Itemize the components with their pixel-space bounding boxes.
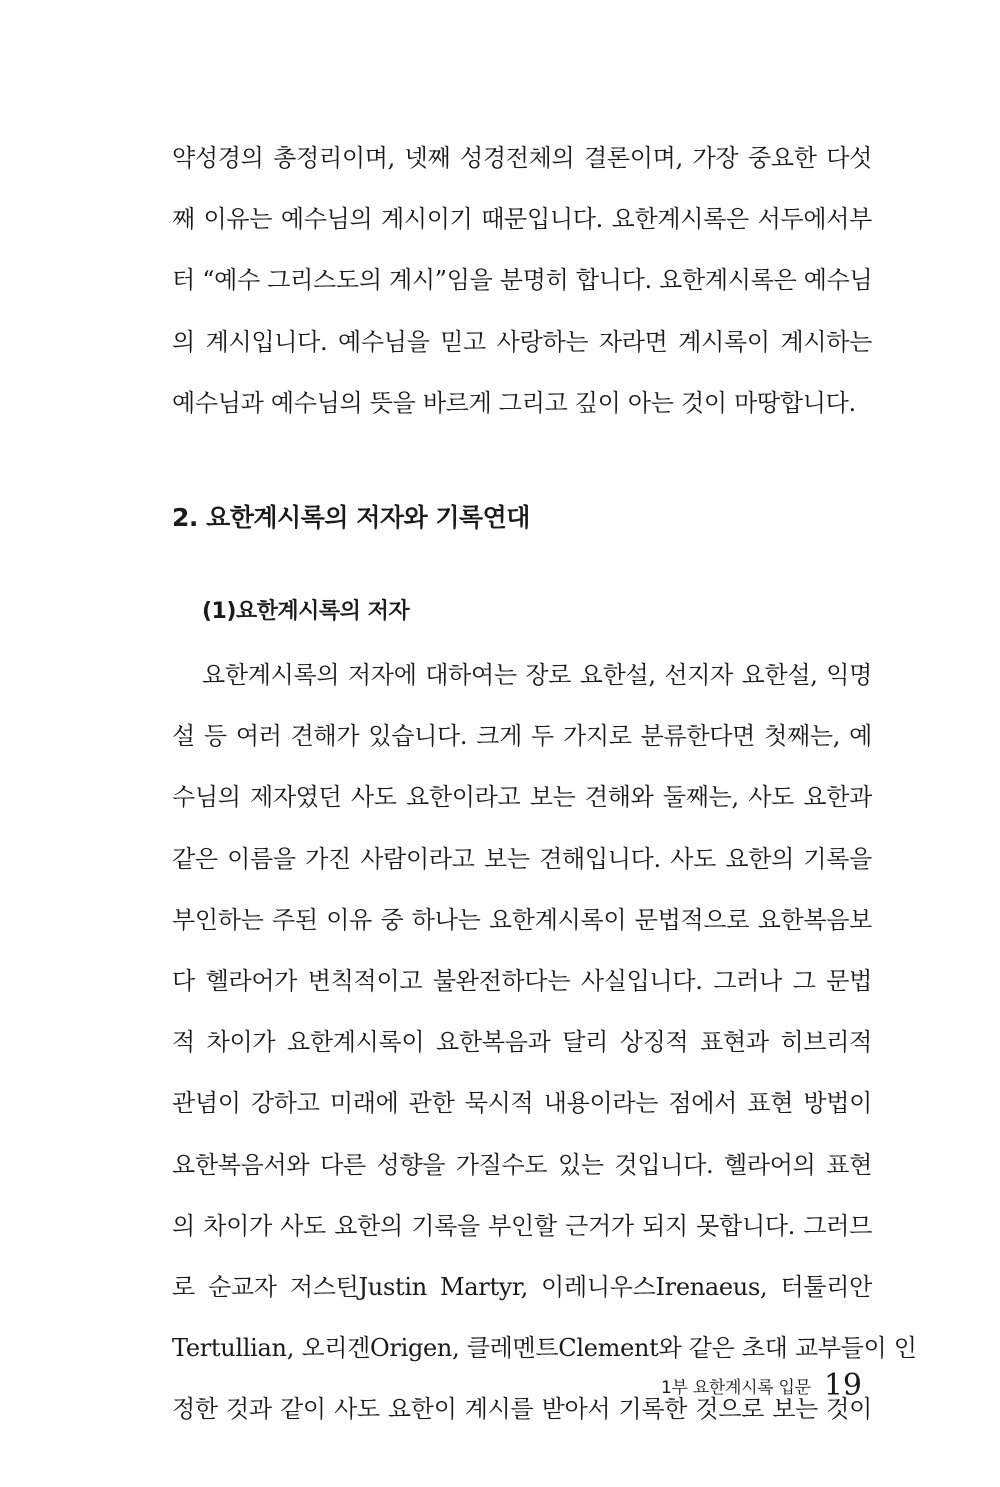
text-line: 요한계시록의 저자에 대하여는 장로 요한설, 선지자 요한설, 익명 (202, 661, 872, 689)
text-line: Tertullian, 오리겐Origen, 클레멘트Clement와 같은 초대 교부들이 인 (172, 1334, 917, 1363)
text-line: 부인하는 주된 이유 중 하나는 요한계시록이 문법적으로 요한복음보 (172, 905, 872, 934)
text-line: 의 차이가 사도 요한의 기록을 부인할 근거가 되지 못합니다. 그러므 (172, 1211, 872, 1240)
text-line: 터 “예수 그리스도의 계시”임을 분명히 합니다. 요한계시록은 예수님 (172, 266, 873, 295)
text-line: 다 헬라어가 변칙적이고 불완전하다는 사실입니다. 그러나 그 문법 (172, 966, 872, 995)
text-line: 같은 이름을 가진 사람이라고 보는 견해입니다. 사도 요한의 기록을 (172, 844, 872, 873)
subsection-heading: (1)요한계시록의 저자 (202, 599, 410, 624)
page-number: 19 (823, 1368, 862, 1403)
text-line: 설 등 여러 견해가 있습니다. 크게 두 가지로 분류한다면 첫째는, 예 (172, 722, 872, 751)
text-line: 약성경의 총정리이며, 넷째 성경전체의 결론이며, 가장 중요한 다섯 (172, 144, 872, 172)
text-line: 적 차이가 요한계시록이 요한복음과 달리 상징적 표현과 히브리적 (172, 1028, 872, 1057)
text-line: 예수님과 예수님의 뜻을 바르게 그리고 깊이 아는 것이 마땅합니다. (172, 388, 856, 417)
text-line: 로 순교자 저스틴Justin Martyr, 이레니우스Irenaeus, 터툴리안 (172, 1272, 872, 1301)
text-line: 정한 것과 같이 사도 요한이 계시를 받아서 기록한 것으로 보는 것이 (172, 1395, 872, 1424)
paragraph-author (172, 645, 917, 1440)
running-footer-title: 1부 요한계시록 입문 (661, 1378, 811, 1398)
text-line: 째 이유는 예수님의 계시이기 때문입니다. 요한계시록은 서두에서부 (172, 205, 872, 234)
text-line: 수님의 제자였던 사도 요한이라고 보는 견해와 둘째는, 사도 요한과 (172, 783, 872, 812)
text-line: 관념이 강하고 미래에 관한 묵시적 내용이라는 점에서 표현 방법이 (172, 1089, 872, 1118)
paragraph-continued (172, 128, 872, 434)
text-line: 의 계시입니다. 예수님을 믿고 사랑하는 자라면 계시록이 계시하는 (172, 327, 872, 356)
page-footer (600, 1368, 862, 1403)
section-heading: 2. 요한계시록의 저자와 기록연대 (172, 503, 530, 532)
text-line: 요한복음서와 다른 성향을 가질수도 있는 것입니다. 헬라어의 표현 (172, 1150, 872, 1179)
